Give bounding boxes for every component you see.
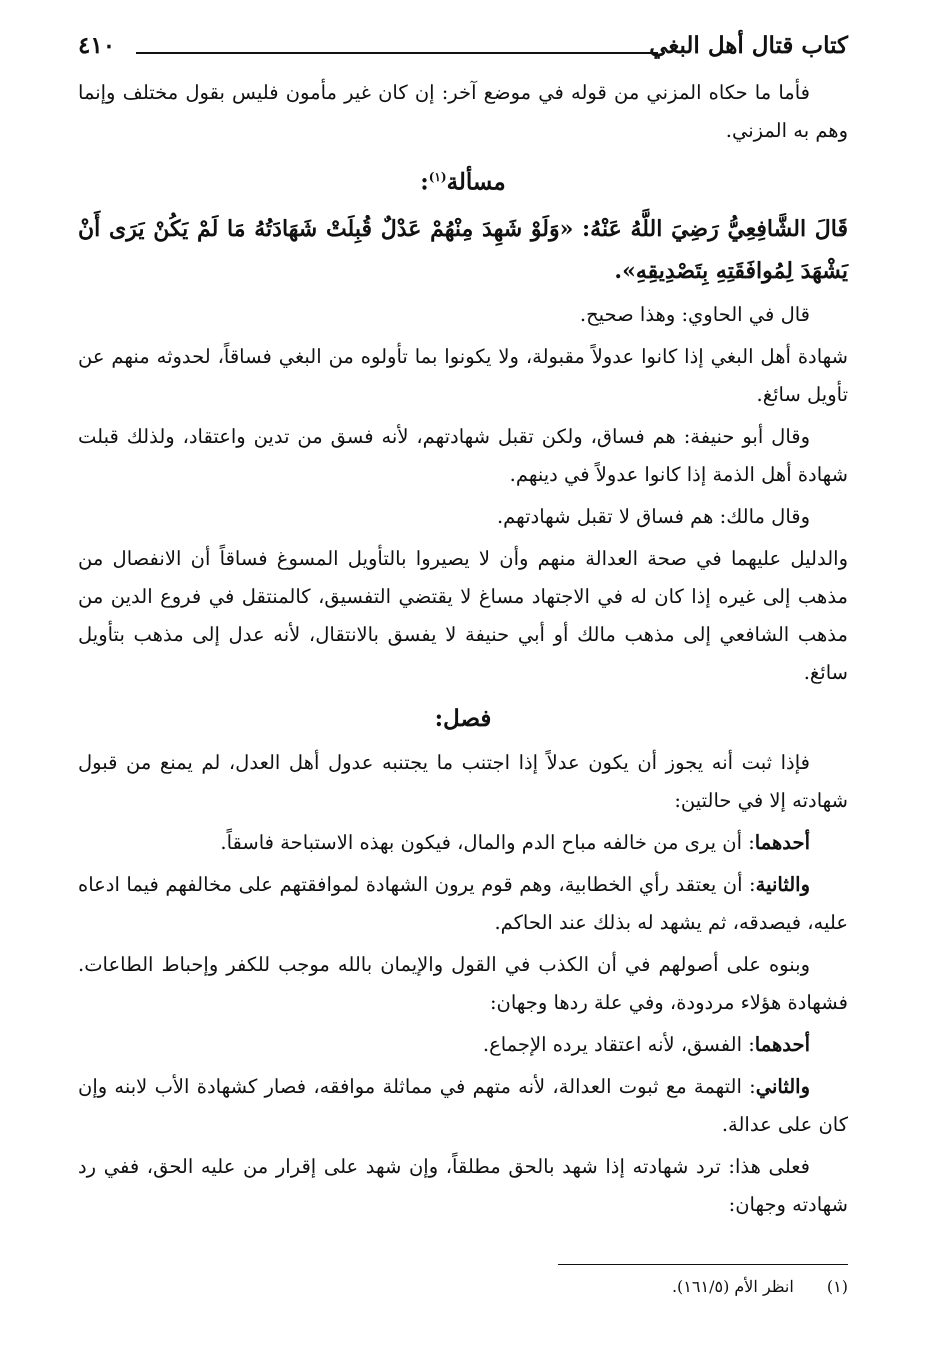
paragraph [78, 1068, 848, 1144]
page-body [78, 74, 848, 1228]
paragraph [78, 1026, 848, 1064]
book-title: كتاب قتال أهل البغي [649, 32, 848, 59]
paragraph-lead: أحدهما [754, 830, 810, 854]
imam-quote: قَالَ الشَّافِعِيُّ رَضِيَ اللَّهُ عَنْهُ: «وَلَوْ شَهِدَ مِنْهُمْ عَدْلٌ قُبِلَتْ شَهَادَتُهُ مَا لَمْ يَكُنْ يَرَى أَنْ يَشْهَدَ لِمُوافَقَتِهِ بِتَصْدِيقِهِ». [78, 215, 848, 284]
footnote [78, 1277, 848, 1296]
paragraph: فأما ما حكاه المزني من قوله في موضع آخر: إن كان غير مأمون فليس بقول مختلف وإنما وهم به المزني. [78, 81, 848, 142]
page-number: ٤١٠ [78, 32, 116, 59]
paragraph [78, 824, 848, 862]
section-heading-masala [78, 158, 848, 202]
section-heading-fasl: فصل: [434, 704, 492, 732]
footnote-rule [558, 1264, 848, 1265]
paragraph-text: : التهمة مع ثبوت العدالة، لأنه متهم في مماثلة موافقه، فصار كشهادة الأب لابنه وإن كان على عدالة. [78, 1074, 848, 1136]
paragraph-lead: أحدهما [754, 1032, 810, 1056]
paragraph-text: : أن يعتقد رأي الخطابية، وهم قوم يرون الشهادة لموافقتهم على مخالفهم فيما ادعاه عليه، فيصدقه، ثم يشهد له بذلك عند الحاكم. [78, 872, 848, 934]
paragraph: قال في الحاوي: وهذا صحيح. [579, 302, 810, 326]
paragraph [78, 866, 848, 942]
heading-text: مسألة [446, 168, 506, 196]
heading-colon: : [420, 168, 429, 196]
paragraph: وبنوه على أصولهم في أن الكذب في القول والإيمان بالله موجب للكفر وإحباط الطاعات. فشهادة هؤلاء مردودة، وفي علة ردها وجهان: [78, 952, 848, 1014]
paragraph-text: : الفسق، لأنه اعتقاد يرده الإجماع. [482, 1032, 755, 1056]
footnote-number: (١) [826, 1277, 848, 1296]
paragraph: والدليل عليهما في صحة العدالة منهم وأن لا يصيروا بالتأويل المسوغ فساقاً أن الانفصال من مذهب إلى غيره إذا كان له في الاجتهاد مساغ لا يقتضي التفسيق، كالمنتقل في فروع الدين من مذهب الشافعي إلى مذهب مالك أو أبي حنيفة لا يفسق بالانتقال، لأنه عدل إلى مذهب بتأويل سائغ. [78, 546, 848, 684]
paragraph: وقال أبو حنيفة: هم فساق، ولكن تقبل شهادتهم، لأنه فسق من تدين واعتقاد، ولذلك قبلت شهادة أهل الذمة إذا كانوا عدولاً في دينهم. [78, 424, 848, 486]
paragraph: وقال مالك: هم فساق لا تقبل شهادتهم. [496, 504, 810, 528]
paragraph-lead: والثاني [755, 1074, 810, 1098]
footnote-ref: (١) [428, 170, 447, 184]
footnotes [78, 1264, 848, 1296]
header-rule [136, 52, 658, 54]
running-header [78, 32, 848, 72]
paragraph: فإذا ثبت أنه يجوز أن يكون عدلاً إذا اجتنب ما يجتنبه عدول أهل العدل، لم يمنع من قبول شهادته إلا في حالتين: [78, 750, 848, 812]
paragraph-lead: والثانية [755, 872, 810, 896]
paragraph-text: : أن يرى من خالفه مباح الدم والمال، فيكون بهذه الاستباحة فاسقاً. [220, 830, 755, 854]
footnote-text: انظر الأم (١٦١/٥). [671, 1277, 794, 1296]
paragraph: فعلى هذا: ترد شهادته إذا شهد بالحق مطلقاً، وإن شهد على إقرار من عليه الحق، ففي رد شهادته وجهان: [78, 1154, 848, 1216]
paragraph: شهادة أهل البغي إذا كانوا عدولاً مقبولة، ولا يكونوا بما تأولوه من البغي فساقاً، لحدوثه منهم عن تأويل سائغ. [78, 344, 848, 406]
